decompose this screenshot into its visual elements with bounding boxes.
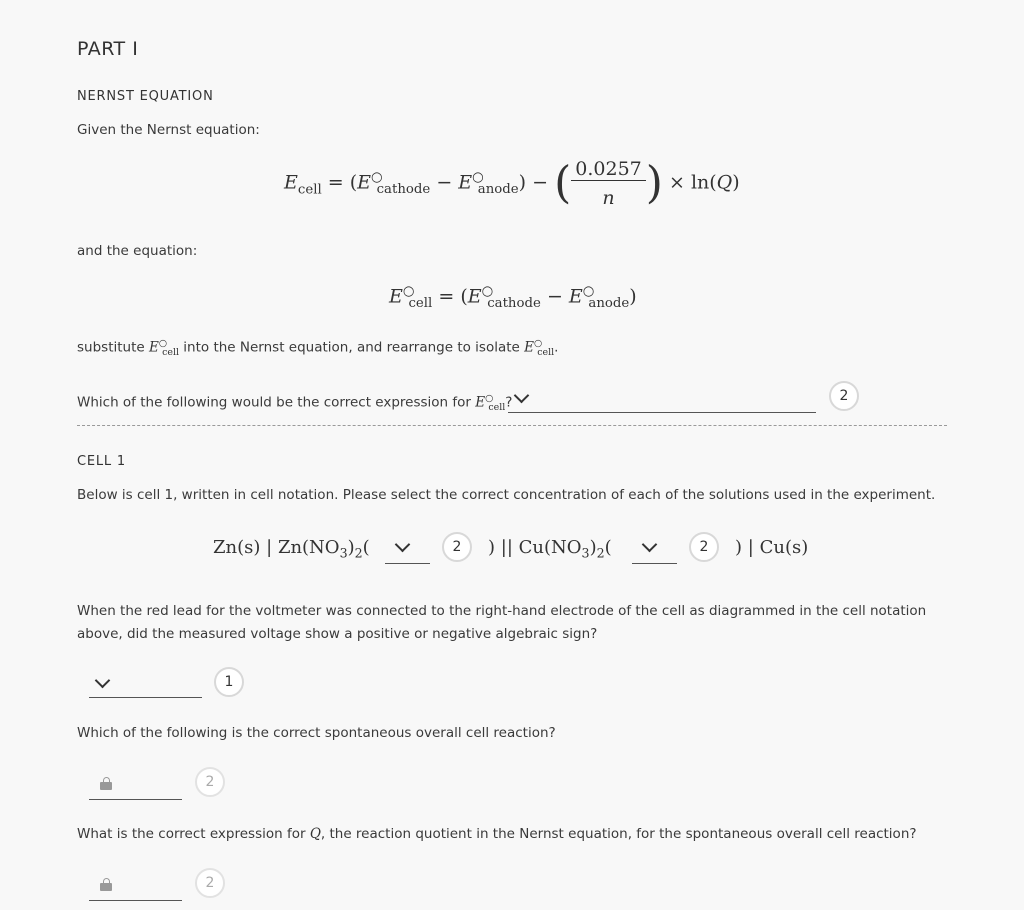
substitute-text: .: [554, 339, 559, 356]
phase-boundary: |: [747, 537, 754, 558]
reaction-dropdown-locked[interactable]: [89, 773, 182, 800]
lock-icon: [100, 878, 112, 888]
points-badge: 2: [195, 868, 225, 898]
e-symbol: E: [284, 171, 298, 194]
e-symbol: E: [568, 285, 583, 308]
degree-sign: ○: [533, 338, 543, 349]
degree-sign: ○: [485, 393, 494, 404]
minus-sign: −: [532, 171, 549, 194]
section-heading-nernst: NERNST EQUATION: [77, 89, 214, 104]
anode-subscript: anode: [477, 182, 519, 198]
paren: ): [589, 537, 597, 558]
section-divider: [77, 425, 947, 426]
zn-concentration-dropdown[interactable]: [385, 537, 430, 564]
cell-subscript: cell: [488, 402, 506, 414]
subscript: 3: [581, 545, 590, 561]
question-expression: [77, 393, 512, 413]
quotient-dropdown-locked[interactable]: [89, 874, 182, 901]
chevron-down-icon: [514, 388, 530, 404]
subscript: 2: [354, 545, 363, 561]
anode-subscript: anode: [588, 296, 630, 312]
salt-bridge: ||: [500, 537, 513, 558]
question-text: Which of the following would be the correct expression for: [77, 394, 476, 411]
sign-dropdown[interactable]: [89, 671, 202, 698]
zn-nitrate: Zn(NO: [277, 537, 340, 558]
substitute-text: into the Nernst equation, and rearrange to isolate: [179, 339, 525, 356]
question-text: , the reaction quotient in the Nernst equation, for the spontaneous overall cell reaction?: [320, 826, 917, 842]
equals-sign: =: [438, 285, 455, 308]
points-badge: 2: [829, 381, 859, 411]
phase-boundary: |: [266, 537, 273, 558]
e-symbol: E: [148, 339, 159, 356]
question-reaction-quotient: [77, 826, 917, 842]
question-text: What is the correct expression for: [77, 826, 310, 842]
paren: (: [362, 537, 370, 558]
degree-sign: ○: [402, 284, 415, 299]
cu-electrode: Cu(s): [759, 537, 809, 558]
cell-notation-left: [213, 537, 370, 561]
chevron-down-icon: [395, 537, 411, 553]
q-symbol: Q: [716, 171, 733, 194]
zn-electrode: Zn(s): [213, 537, 261, 558]
minus-sign: −: [546, 285, 563, 308]
right-paren: ): [645, 157, 663, 209]
close-paren: ): [732, 171, 740, 194]
intro-text: Given the Nernst equation:: [77, 122, 260, 138]
paren: ): [735, 537, 743, 558]
degree-sign: ○: [371, 170, 383, 186]
e-symbol: E: [389, 285, 403, 308]
subscript: 3: [339, 545, 348, 561]
points-badge: 1: [214, 667, 244, 697]
cell-subscript: cell: [162, 347, 180, 359]
cell-subscript: cell: [297, 182, 322, 198]
left-paren: (: [554, 157, 572, 209]
points-badge: 2: [689, 532, 719, 562]
lock-icon: [100, 777, 112, 787]
substitute-instruction: [77, 338, 558, 358]
question-voltage-sign: When the red lead for the voltmeter was connected to the right-hand electrode of the cell as diagrammed in the cell notation above, did the measured voltage show a positive or negative algebraic sign?: [77, 603, 927, 642]
e-symbol: E: [357, 171, 371, 194]
part-title: PART I: [77, 38, 139, 60]
times-sign: ×: [668, 171, 685, 194]
fraction-numerator: 0.0257: [571, 158, 645, 181]
ln-function: ln(: [690, 171, 717, 194]
cathode-subscript: cathode: [376, 182, 431, 198]
paren: (: [604, 537, 612, 558]
cell-subscript: cell: [537, 347, 555, 359]
standard-potential-equation: $E^○_{cell} = (E^○_{cathode} - E^○_{anode})$: [389, 284, 637, 312]
expression-dropdown[interactable]: [508, 386, 816, 413]
question-cell-reaction: Which of the following is the correct spontaneous overall cell reaction?: [77, 725, 556, 741]
degree-sign: ○: [158, 338, 168, 349]
e-symbol: E: [467, 285, 482, 308]
e-symbol: E: [524, 339, 534, 356]
cu-concentration-dropdown[interactable]: [632, 537, 677, 564]
points-badge: 2: [195, 767, 225, 797]
cu-nitrate: Cu(NO: [518, 537, 582, 558]
cathode-subscript: cathode: [487, 296, 541, 312]
equals-sign: =: [327, 171, 344, 194]
q-symbol: Q: [309, 826, 321, 842]
fraction: [571, 158, 645, 209]
degree-sign: ○: [472, 170, 484, 186]
cell-notation-middle: [488, 537, 612, 561]
fraction-denominator: n: [602, 187, 615, 209]
degree-sign: ○: [481, 284, 494, 299]
minus-sign: −: [436, 171, 453, 194]
cell1-description: Below is cell 1, written in cell notation. Please select the correct concentration of each of the solutions used in the experiment.: [77, 487, 936, 503]
chevron-down-icon: [642, 537, 658, 553]
degree-sign: ○: [582, 284, 595, 299]
e-symbol: E: [458, 171, 473, 194]
question-suffix: ?: [505, 394, 513, 411]
subscript: 2: [596, 545, 605, 561]
paren: ): [347, 537, 355, 558]
points-badge: 2: [442, 532, 472, 562]
and-equation-text: and the equation:: [77, 243, 198, 259]
e-symbol: E: [475, 394, 486, 411]
substitute-text: substitute: [77, 339, 149, 356]
nernst-equation: $E_{cell} = (E^○_{cathode} - E^○_{anode})$ − ( $\frac{0.0257}{n}$ ) × ln(Q): [284, 157, 740, 209]
section-heading-cell1: CELL 1: [77, 454, 126, 469]
chevron-down-icon: [95, 673, 111, 689]
cell-subscript: cell: [408, 296, 433, 312]
paren: ): [488, 537, 496, 558]
cell-notation-right: [735, 537, 808, 558]
